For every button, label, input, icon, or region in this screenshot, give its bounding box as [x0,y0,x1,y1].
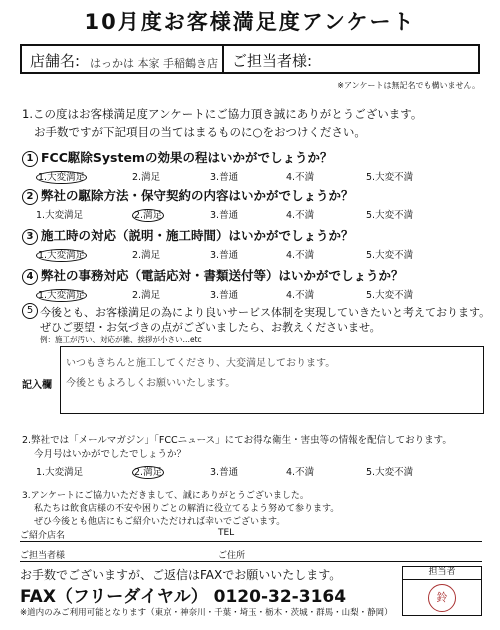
question-4-option-3[interactable] [210,287,238,301]
question-3-option-2[interactable] [132,247,160,261]
option-label: 5.大変不満 [366,250,414,261]
q5-line-1: 今後とも、お客様満足の為により良いサービス体制を実現していきたいと考えております。 [40,306,491,319]
question-4-heading [22,266,404,285]
question-2-option-1[interactable] [36,207,83,221]
option-label: 4.不満 [286,290,315,301]
option-label: 1.大変満足 [36,467,84,478]
option-label: 3.普通 [210,250,239,261]
option-label: 1.大変満足 [38,290,86,301]
option-label: 1.大変満足 [36,210,84,221]
question-1-text: FCC駆除Systemの効果の程はいかがでしょうか？ [41,150,333,165]
newsletter-option-4[interactable] [286,464,314,478]
question-4-number: 4 [22,269,38,285]
option-label: 1.大変満足 [38,172,86,183]
newsletter-option-1[interactable] [36,464,83,478]
staff-stamp-label: 担当者 [402,566,482,580]
anonymous-note: ※アンケートは無記名でも構いません。 [337,81,480,90]
intro-line-2: お手数ですが下記項目の当てはまるものに○をおつけください。 [34,125,366,139]
store-name-label: 店舗名: [30,52,81,70]
referral-address-label: ご住所 [218,551,246,561]
question-4-option-2[interactable] [132,287,160,301]
option-label: 5.大変不満 [366,290,414,301]
option-label: 2.満足 [132,250,161,261]
newsletter-option-3[interactable] [210,464,238,478]
option-label: 3.普通 [210,467,239,478]
option-label: 4.不満 [286,250,315,261]
comment-label: 記入欄 [22,380,52,391]
option-label: 3.普通 [210,290,239,301]
question-4-option-5[interactable] [366,287,413,301]
referral-manager-label: ご担当者様 [20,551,66,561]
referral-line-1 [20,541,482,542]
option-label: 2.満足 [134,467,163,478]
closing-line-2: 私たちは飲食店様の不安や困りごとの解消に役立てるよう努めて参ります。 [34,504,340,514]
option-label: 3.普通 [210,210,239,221]
referral-tel-label: TEL [218,528,235,538]
option-label: 1.大変満足 [38,250,86,261]
option-label: 5.大変不満 [366,210,414,221]
intro-line-1: 1.この度はお客様満足度アンケートにご協力頂き誠にありがとうございます。 [22,107,423,121]
referral-line-2 [20,561,482,562]
store-name-field[interactable]: はっかは 本家 手稲鶴き店 [90,57,218,70]
option-label: 2.満足 [132,290,161,301]
question-3-option-4[interactable] [286,247,314,261]
header-divider [222,44,224,74]
question-1-number: 1 [22,151,38,167]
question-4-option-4[interactable] [286,287,314,301]
question-1-option-1[interactable] [36,169,87,183]
newsletter-line-1: 2.弊社では「メールマガジン」「FCCニュース」にてお得な衛生・害虫等の情報を配信しております。 [22,435,452,446]
question-1-option-4[interactable] [286,169,314,183]
newsletter-option-5[interactable] [366,464,413,478]
option-label: 4.不満 [286,172,315,183]
option-label: 2.満足 [132,172,161,183]
question-3-heading [22,226,354,245]
question-2-text: 弊社の駆除方法・保守契約の内容はいかがでしょうか？ [41,188,354,203]
option-label: 4.不満 [286,210,315,221]
closing-line-1: 3.アンケートにご協力いただきまして、誠にありがとうございました。 [22,491,309,501]
q5-line-2: ぜひご要望・お気づきの点がございましたら、お教えくださいませ。 [40,321,381,334]
q5-number: 5 [22,303,38,319]
question-3-option-3[interactable] [210,247,238,261]
comment-text-line-1: いつもきちんと施工してくださり、大変満足しております。 [66,358,336,369]
question-3-option-1[interactable] [36,247,87,261]
fax-thanks-text: お手数でございますが、ご返信はFAXでお願いいたします。 [20,568,342,582]
question-2-option-2[interactable] [132,207,164,221]
option-label: 4.不満 [286,467,315,478]
service-area-note: ※道内のみご利用可能となります（東京・神奈川・千葉・埼玉・栃木・茨城・群馬・山梨・静岡） [20,608,393,618]
referral-store-label: ご紹介店名 [20,531,66,541]
comment-text-line-2: 今後ともよろしくお願いいたします。 [66,378,236,389]
question-3-number: 3 [22,229,38,245]
question-3-option-5[interactable] [366,247,413,261]
option-label: 3.普通 [210,172,239,183]
page-title: 10月度お客様満足度アンケート [84,10,416,34]
question-4-text: 弊社の事務対応（電話応対・書類送付等）はいかがでしょうか？ [41,268,404,283]
question-2-option-5[interactable] [366,207,413,221]
question-1-option-3[interactable] [210,169,238,183]
question-1-option-2[interactable] [132,169,160,183]
question-1-option-5[interactable] [366,169,413,183]
newsletter-option-2[interactable] [132,464,164,478]
question-4-option-1[interactable] [36,287,87,301]
closing-line-3: ぜひ今後とも他店にもご紹介いただければ幸いでございます。 [34,517,286,527]
question-1-heading [22,148,332,167]
seal-stamp-icon: 鈴 [428,584,456,612]
option-label: 2.満足 [134,210,163,221]
q5-block [22,302,41,319]
question-2-option-3[interactable] [210,207,238,221]
q5-example-note: 例：施工が汚い、対応が雑、挨拶が小さい…etc [40,335,202,344]
question-2-option-4[interactable] [286,207,314,221]
question-2-number: 2 [22,189,38,205]
newsletter-line-2: 今月号はいかがでしたでしょうか？ [34,449,187,460]
fax-number: FAX（フリーダイヤル） 0120-32-3164 [20,587,347,607]
staff-name-label: ご担当者様: [232,52,313,70]
option-label: 5.大変不満 [366,172,414,183]
question-3-text: 施工時の対応（説明・施工時間）はいかがでしょうか？ [41,228,354,243]
option-label: 5.大変不満 [366,467,414,478]
question-2-heading [22,186,354,205]
